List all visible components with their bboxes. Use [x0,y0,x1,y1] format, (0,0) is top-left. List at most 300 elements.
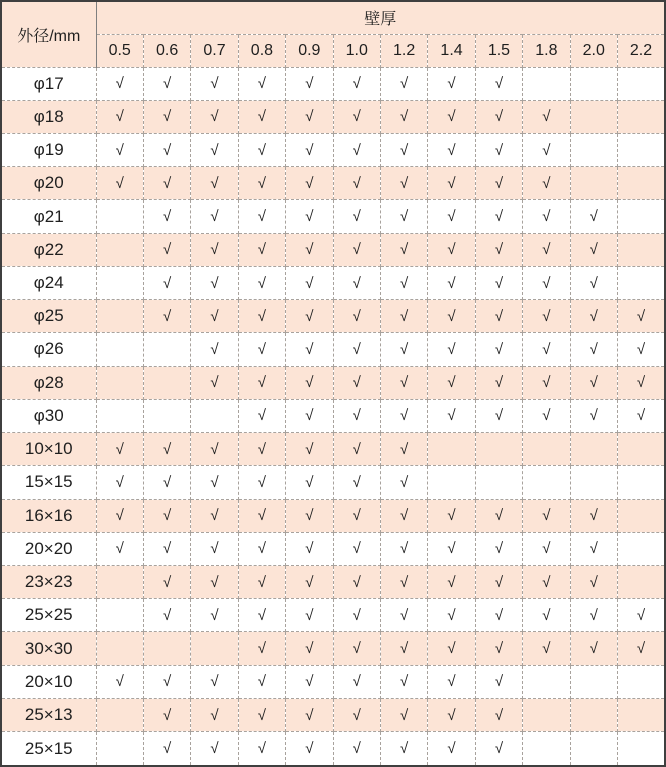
check-cell: √ [191,698,238,731]
thickness-header-cell: 1.2 [380,34,427,67]
check-cell: √ [238,67,285,100]
check-cell: √ [380,200,427,233]
empty-cell [617,499,665,532]
row-label: φ20 [1,167,96,200]
row-label: 15×15 [1,466,96,499]
check-cell: √ [96,433,143,466]
check-cell: √ [333,366,380,399]
empty-cell [96,632,143,665]
empty-cell [617,200,665,233]
wall-thickness-group-header: 壁厚 [96,1,665,34]
empty-cell [617,167,665,200]
check-cell: √ [523,499,570,532]
check-cell: √ [475,665,522,698]
check-cell: √ [523,200,570,233]
table-header [1,1,665,67]
check-cell: √ [286,433,333,466]
check-cell: √ [428,266,475,299]
empty-cell [96,698,143,731]
check-cell: √ [475,67,522,100]
empty-cell [617,665,665,698]
check-cell: √ [475,333,522,366]
check-cell: √ [286,266,333,299]
check-cell: √ [286,67,333,100]
row-label: 25×25 [1,599,96,632]
check-cell: √ [238,233,285,266]
check-cell: √ [96,466,143,499]
empty-cell [617,566,665,599]
check-cell: √ [286,133,333,166]
check-cell: √ [333,300,380,333]
check-cell: √ [333,499,380,532]
check-cell: √ [191,67,238,100]
check-cell: √ [143,566,190,599]
check-cell: √ [191,366,238,399]
check-cell: √ [238,665,285,698]
check-cell: √ [191,566,238,599]
check-cell: √ [380,499,427,532]
check-cell: √ [428,300,475,333]
row-label: 16×16 [1,499,96,532]
check-cell: √ [238,167,285,200]
check-cell: √ [333,399,380,432]
check-cell: √ [286,399,333,432]
check-cell: √ [333,665,380,698]
check-cell: √ [380,233,427,266]
row-label: 25×13 [1,698,96,731]
check-cell: √ [570,300,617,333]
check-cell: √ [143,665,190,698]
check-cell: √ [570,399,617,432]
check-cell: √ [238,366,285,399]
check-cell: √ [191,532,238,565]
check-cell: √ [333,566,380,599]
check-cell: √ [617,632,665,665]
empty-cell [523,698,570,731]
check-cell: √ [143,532,190,565]
check-cell: √ [570,333,617,366]
check-cell: √ [143,100,190,133]
check-cell: √ [238,100,285,133]
row-label: φ26 [1,333,96,366]
check-cell: √ [333,100,380,133]
check-cell: √ [428,499,475,532]
empty-cell [523,732,570,766]
check-cell: √ [238,466,285,499]
empty-cell [96,300,143,333]
row-label: φ28 [1,366,96,399]
check-cell: √ [428,599,475,632]
check-cell: √ [428,167,475,200]
check-cell: √ [428,399,475,432]
check-cell: √ [286,167,333,200]
check-cell: √ [286,599,333,632]
check-cell: √ [96,499,143,532]
check-cell: √ [238,732,285,766]
table-row [1,133,665,166]
table-row [1,665,665,698]
check-cell: √ [333,532,380,565]
check-cell: √ [333,167,380,200]
thickness-header-cell: 2.0 [570,34,617,67]
table-row [1,266,665,299]
check-cell: √ [570,266,617,299]
check-cell: √ [286,366,333,399]
check-cell: √ [96,100,143,133]
check-cell: √ [570,566,617,599]
check-cell: √ [475,300,522,333]
empty-cell [570,466,617,499]
check-cell: √ [191,266,238,299]
empty-cell [96,732,143,766]
check-cell: √ [570,233,617,266]
empty-cell [617,266,665,299]
check-cell: √ [191,200,238,233]
empty-cell [570,732,617,766]
check-cell: √ [428,200,475,233]
empty-cell [617,233,665,266]
check-cell: √ [286,532,333,565]
check-cell: √ [380,732,427,766]
empty-cell [570,100,617,133]
table-row [1,566,665,599]
table-row [1,698,665,731]
empty-cell [96,266,143,299]
check-cell: √ [428,366,475,399]
table-row [1,499,665,532]
check-cell: √ [143,67,190,100]
check-cell: √ [617,599,665,632]
table-row [1,466,665,499]
empty-cell [96,200,143,233]
check-cell: √ [191,133,238,166]
check-cell: √ [475,499,522,532]
row-label: 23×23 [1,566,96,599]
empty-cell [96,599,143,632]
check-cell: √ [286,665,333,698]
check-cell: √ [286,233,333,266]
row-label: 10×10 [1,433,96,466]
check-cell: √ [523,266,570,299]
check-cell: √ [143,698,190,731]
empty-cell [570,67,617,100]
empty-cell [617,698,665,731]
check-cell: √ [143,466,190,499]
empty-cell [96,566,143,599]
empty-cell [191,399,238,432]
thickness-header-cell: 2.2 [617,34,665,67]
check-cell: √ [617,366,665,399]
check-cell: √ [428,532,475,565]
check-cell: √ [475,100,522,133]
check-cell: √ [238,333,285,366]
check-cell: √ [191,499,238,532]
table-row [1,632,665,665]
thickness-header-cell: 1.0 [333,34,380,67]
row-label: φ21 [1,200,96,233]
check-cell: √ [96,167,143,200]
row-label: φ18 [1,100,96,133]
check-cell: √ [428,632,475,665]
check-cell: √ [238,599,285,632]
row-label: φ19 [1,133,96,166]
empty-cell [523,466,570,499]
check-cell: √ [238,632,285,665]
empty-cell [143,399,190,432]
check-cell: √ [523,133,570,166]
empty-cell [570,665,617,698]
empty-cell [570,133,617,166]
check-cell: √ [143,167,190,200]
check-cell: √ [286,499,333,532]
table-row [1,732,665,766]
check-cell: √ [570,632,617,665]
check-cell: √ [523,399,570,432]
check-cell: √ [96,133,143,166]
check-cell: √ [475,266,522,299]
empty-cell [96,333,143,366]
check-cell: √ [333,466,380,499]
row-label: φ17 [1,67,96,100]
check-cell: √ [475,133,522,166]
check-cell: √ [191,732,238,766]
check-cell: √ [428,665,475,698]
check-cell: √ [333,433,380,466]
check-cell: √ [380,300,427,333]
check-cell: √ [570,599,617,632]
check-cell: √ [475,399,522,432]
check-cell: √ [380,466,427,499]
empty-cell [617,732,665,766]
check-cell: √ [523,333,570,366]
row-label: 30×30 [1,632,96,665]
check-cell: √ [143,300,190,333]
empty-cell [570,433,617,466]
check-cell: √ [523,233,570,266]
row-label: φ30 [1,399,96,432]
check-cell: √ [333,698,380,731]
empty-cell [617,466,665,499]
row-label: 25×15 [1,732,96,766]
check-cell: √ [380,133,427,166]
check-cell: √ [191,167,238,200]
row-label: 20×20 [1,532,96,565]
check-cell: √ [523,167,570,200]
check-cell: √ [380,665,427,698]
check-cell: √ [523,599,570,632]
check-cell: √ [96,67,143,100]
check-cell: √ [286,300,333,333]
thickness-header-cell: 1.4 [428,34,475,67]
check-cell: √ [238,266,285,299]
check-cell: √ [380,167,427,200]
check-cell: √ [143,200,190,233]
table-row [1,233,665,266]
row-label: φ22 [1,233,96,266]
check-cell: √ [428,133,475,166]
check-cell: √ [523,566,570,599]
check-cell: √ [191,599,238,632]
check-cell: √ [380,100,427,133]
check-cell: √ [617,300,665,333]
check-cell: √ [380,399,427,432]
check-cell: √ [380,366,427,399]
check-cell: √ [523,100,570,133]
check-cell: √ [238,133,285,166]
table-body [1,67,665,766]
check-cell: √ [380,532,427,565]
check-cell: √ [238,566,285,599]
empty-cell [523,433,570,466]
table-row [1,366,665,399]
check-cell: √ [333,599,380,632]
check-cell: √ [475,732,522,766]
check-cell: √ [286,698,333,731]
check-cell: √ [143,599,190,632]
check-cell: √ [380,632,427,665]
check-cell: √ [523,532,570,565]
empty-cell [570,698,617,731]
check-cell: √ [238,433,285,466]
check-cell: √ [570,366,617,399]
check-cell: √ [428,67,475,100]
thickness-header-cell: 0.9 [286,34,333,67]
check-cell: √ [617,333,665,366]
check-cell: √ [475,632,522,665]
check-cell: √ [333,333,380,366]
empty-cell [475,466,522,499]
check-cell: √ [523,366,570,399]
table-row [1,532,665,565]
check-cell: √ [286,566,333,599]
check-cell: √ [238,499,285,532]
check-cell: √ [380,698,427,731]
check-cell: √ [380,67,427,100]
check-cell: √ [570,200,617,233]
check-cell: √ [333,67,380,100]
check-cell: √ [238,698,285,731]
check-cell: √ [191,300,238,333]
check-cell: √ [380,333,427,366]
empty-cell [617,100,665,133]
empty-cell [523,67,570,100]
thickness-header-cell: 0.6 [143,34,190,67]
table-row [1,100,665,133]
check-cell: √ [570,532,617,565]
check-cell: √ [428,566,475,599]
check-cell: √ [380,266,427,299]
check-cell: √ [333,233,380,266]
empty-cell [96,366,143,399]
empty-cell [428,466,475,499]
check-cell: √ [428,333,475,366]
empty-cell [96,233,143,266]
check-cell: √ [238,300,285,333]
check-cell: √ [333,732,380,766]
check-cell: √ [286,632,333,665]
check-cell: √ [191,233,238,266]
check-cell: √ [475,566,522,599]
check-cell: √ [238,200,285,233]
empty-cell [191,632,238,665]
check-cell: √ [191,665,238,698]
empty-cell [143,333,190,366]
check-cell: √ [286,100,333,133]
thickness-header-cell: 0.7 [191,34,238,67]
check-cell: √ [380,566,427,599]
empty-cell [96,399,143,432]
check-cell: √ [475,200,522,233]
row-label: 20×10 [1,665,96,698]
check-cell: √ [238,399,285,432]
check-cell: √ [475,599,522,632]
group-header-row [1,1,665,34]
check-cell: √ [380,433,427,466]
check-cell: √ [428,233,475,266]
check-cell: √ [191,433,238,466]
check-cell: √ [191,100,238,133]
check-cell: √ [380,599,427,632]
check-cell: √ [143,133,190,166]
check-cell: √ [286,200,333,233]
empty-cell [617,433,665,466]
empty-cell [143,632,190,665]
table-row [1,433,665,466]
check-cell: √ [475,167,522,200]
empty-cell [428,433,475,466]
check-cell: √ [96,665,143,698]
check-cell: √ [286,466,333,499]
table-row [1,333,665,366]
check-cell: √ [617,399,665,432]
row-label: φ25 [1,300,96,333]
empty-cell [617,532,665,565]
thickness-header-cell: 0.8 [238,34,285,67]
check-cell: √ [333,632,380,665]
empty-cell [617,67,665,100]
check-cell: √ [286,732,333,766]
check-cell: √ [570,499,617,532]
check-cell: √ [475,532,522,565]
check-cell: √ [333,133,380,166]
check-cell: √ [143,433,190,466]
empty-cell [475,433,522,466]
check-cell: √ [523,632,570,665]
check-cell: √ [286,333,333,366]
check-cell: √ [475,366,522,399]
table-row [1,167,665,200]
check-cell: √ [96,532,143,565]
check-cell: √ [191,466,238,499]
thickness-header-cell: 1.5 [475,34,522,67]
row-label: φ24 [1,266,96,299]
table-row [1,200,665,233]
thickness-header-cell: 1.8 [523,34,570,67]
check-cell: √ [523,300,570,333]
thickness-header-row [1,34,665,67]
check-cell: √ [143,732,190,766]
check-cell: √ [143,499,190,532]
empty-cell [523,665,570,698]
outer-diameter-header: 外径/mm [1,1,96,67]
check-cell: √ [428,732,475,766]
table-row [1,599,665,632]
check-cell: √ [238,532,285,565]
table-row [1,67,665,100]
check-cell: √ [475,698,522,731]
check-cell: √ [475,233,522,266]
check-cell: √ [333,200,380,233]
